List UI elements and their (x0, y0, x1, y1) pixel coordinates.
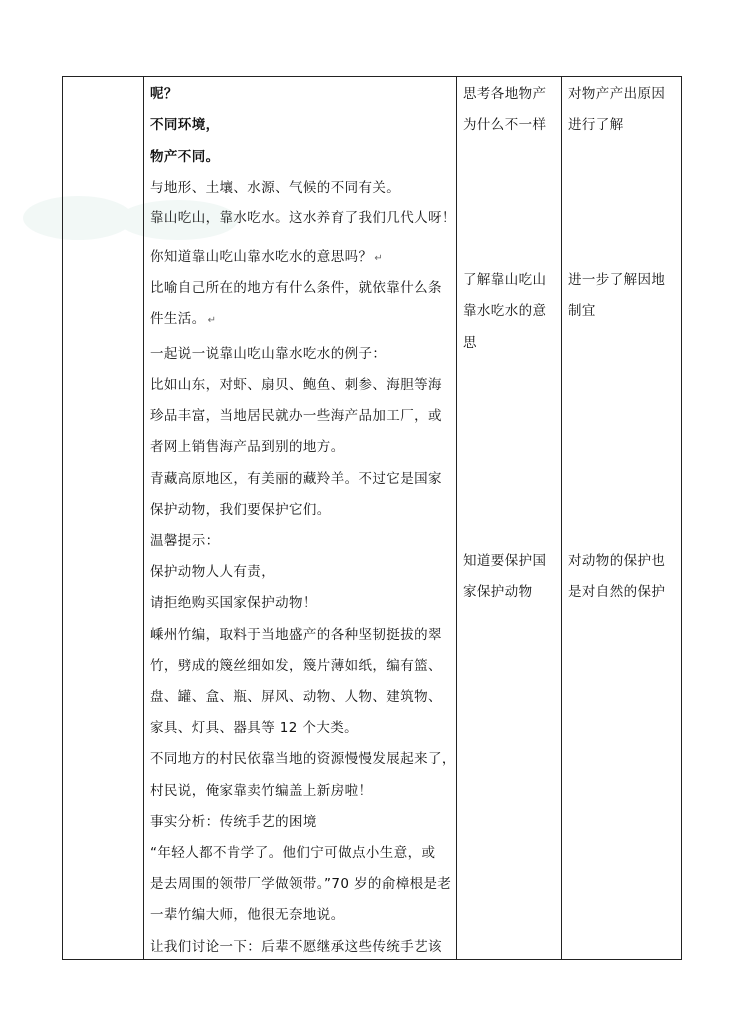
column-student-activity (457, 77, 561, 959)
content-text: 让我们讨论一下：后辈不愿继承这些传统手艺该 (150, 939, 442, 955)
activity-line: 知道要保护国 (463, 553, 547, 569)
content-text: 村民说，俺家靠卖竹编盖上新房啦！ (150, 783, 373, 799)
content-text: 不同环境， (150, 117, 220, 133)
intent-line: 对动物的保护也 (568, 553, 666, 569)
intent-line: 进行了解 (568, 117, 624, 133)
content-line (150, 657, 442, 675)
activity-line: 思考各地物产 (463, 86, 547, 102)
intent-line: 制宜 (568, 303, 596, 319)
content-line (150, 116, 220, 134)
paragraph-mark-icon: ↵ (374, 253, 384, 264)
content-text: 嵊州竹编，取料于当地盛产的各种坚韧挺拔的翠 (150, 627, 442, 643)
activity-line: 思 (463, 335, 477, 351)
content-text: 与地形、土壤、水源、气候的不同有关。 (150, 180, 401, 196)
content-text: 呢？ (150, 86, 178, 102)
content-text: 者网上销售海产品到别的地方。 (150, 439, 345, 455)
content-text: “年轻人都不肯学了。他们宁可做点小生意，或 (150, 845, 436, 861)
content-text: 靠山吃山，靠水吃水。这水养育了我们几代人呀！ (150, 210, 456, 226)
content-line (150, 782, 372, 800)
content-text: 一辈竹编大师，他很无奈地说。 (150, 907, 345, 923)
content-text: 家具、灯具、器具等 12 个大类。 (150, 720, 359, 736)
activity-line: 靠水吃水的意 (463, 303, 547, 319)
column-teaching-content (144, 77, 456, 959)
content-line (150, 470, 442, 488)
content-line (150, 906, 345, 924)
content-line (150, 376, 442, 394)
content-line (150, 563, 275, 581)
content-line (150, 844, 435, 862)
activity-line: 为什么不一样 (463, 117, 547, 133)
content-line (150, 345, 386, 363)
activity-line: 家保护动物 (463, 584, 533, 600)
content-text: 盘、罐、盒、瓶、屏风、动物、人物、建筑物、 (150, 689, 442, 705)
content-line (150, 875, 451, 893)
content-text: 保护动物人人有责， (150, 564, 276, 580)
content-text: 珍品丰富，当地居民就办一些海产品加工厂，或 (150, 408, 442, 424)
content-text: 保护动物，我们要保护它们。 (150, 502, 331, 518)
content-line (150, 179, 400, 197)
content-line (150, 532, 220, 550)
content-text: 请拒绝购买国家保护动物！ (150, 595, 317, 611)
content-line (150, 501, 331, 519)
content-text: 是去周围的领带厂学做领带。”70 岁的俞樟根是老 (150, 876, 452, 892)
intent-line: 进一步了解因地 (568, 272, 666, 288)
lesson-table (62, 76, 682, 960)
activity-line: 了解靠山吃山 (463, 272, 547, 288)
content-line (150, 209, 456, 227)
content-line (150, 719, 358, 737)
content-line (150, 248, 383, 268)
content-text: 一起说一说靠山吃山靠水吃水的例子： (150, 346, 387, 362)
content-line (150, 279, 442, 297)
intent-line: 对物产产出原因 (568, 86, 666, 102)
content-line (150, 938, 442, 956)
content-line (150, 310, 216, 330)
paragraph-mark-icon: ↵ (207, 315, 217, 326)
content-text: 温馨提示： (150, 533, 220, 549)
content-line (150, 750, 456, 768)
content-line (150, 813, 317, 831)
content-text: 你知道靠山吃山靠水吃水的意思吗？ (150, 249, 373, 265)
content-text: 不同地方的村民依靠当地的资源慢慢发展起来了， (150, 751, 456, 767)
content-line (150, 626, 442, 644)
content-text: 物产不同。 (150, 149, 220, 165)
content-line (150, 438, 345, 456)
content-text: 件生活。 (150, 311, 206, 327)
content-line (150, 148, 220, 166)
content-line (150, 688, 442, 706)
content-text: 青藏高原地区，有美丽的藏羚羊。不过它是国家 (150, 471, 442, 487)
content-text: 比喻自己所在的地方有什么条件，就依靠什么条 (150, 280, 442, 296)
content-line (150, 594, 317, 612)
content-text: 事实分析：传统手艺的困境 (150, 814, 317, 830)
column-design-intent (562, 77, 683, 959)
content-line (150, 407, 442, 425)
content-text: 比如山东，对虾、扇贝、鲍鱼、刺参、海胆等海 (150, 377, 442, 393)
content-text: 竹，劈成的篾丝细如发，篾片薄如纸，编有篮、 (150, 658, 442, 674)
content-line (150, 85, 178, 103)
intent-line: 是对自然的保护 (568, 584, 666, 600)
